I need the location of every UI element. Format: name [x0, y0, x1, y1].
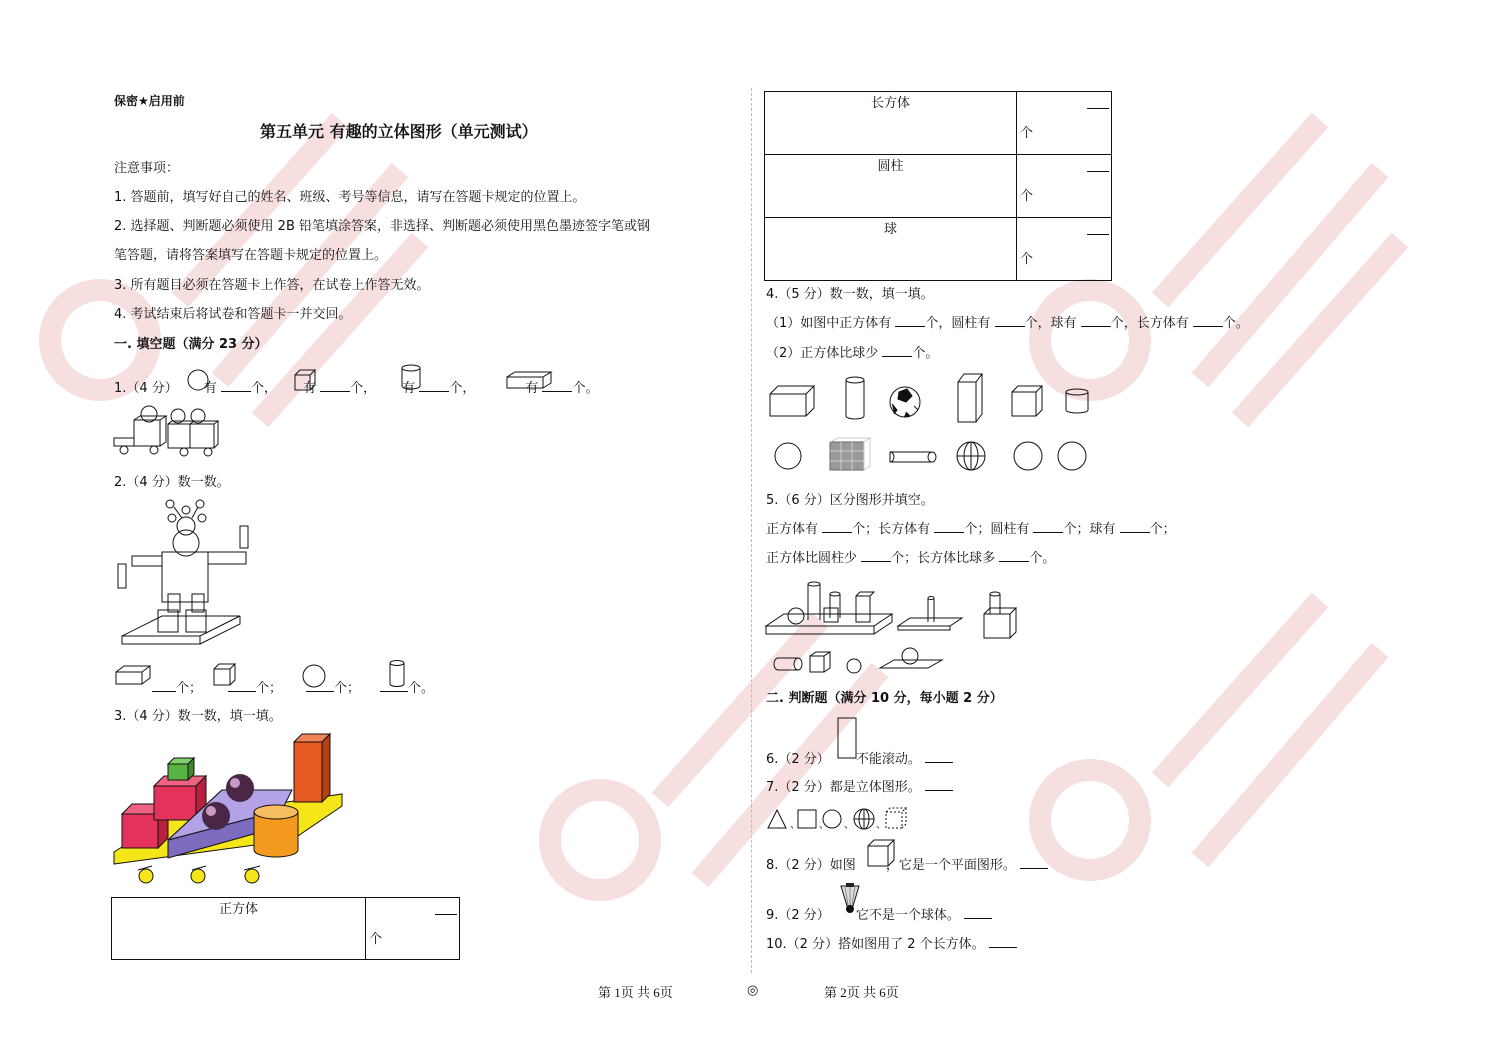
q5-line2: 正方体比圆柱少 个；长方体比球多 个。	[766, 551, 1056, 566]
answer-blank[interactable]	[822, 520, 852, 533]
secret-mark: 保密★启用前	[114, 94, 185, 108]
answer-blank[interactable]	[934, 520, 964, 533]
answer-blank[interactable]	[861, 549, 891, 562]
q5-prefix: 5.（6 分）区分图形并填空。	[766, 493, 934, 508]
answer-blank[interactable]	[320, 379, 350, 392]
svg-text:、: 、	[790, 820, 800, 831]
footer-mark: ◎	[747, 982, 759, 997]
answer-blank[interactable]	[1120, 520, 1150, 533]
answer-blank[interactable]	[925, 778, 953, 791]
answer-blank[interactable]	[228, 679, 256, 692]
section1-heading: 一. 填空题（满分 23 分）	[114, 337, 268, 352]
page-title: 第五单元 有趣的立体图形（单元测试）	[260, 122, 538, 141]
answer-blank[interactable]	[221, 379, 251, 392]
q1-prefix: 1.（4 分）	[114, 381, 178, 396]
table-row-label: 圆柱	[765, 155, 1017, 218]
answer-blank[interactable]	[895, 314, 925, 327]
table-row-label: 长方体	[765, 92, 1017, 155]
answer-blank[interactable]	[1193, 314, 1223, 327]
table-row-label: 球	[765, 218, 1017, 281]
colored-blocks-figure	[112, 730, 348, 888]
answer-blank[interactable]	[925, 750, 953, 763]
page-number-left: 第 1页 共 6页	[598, 985, 673, 1000]
answer-blank[interactable]	[1033, 520, 1063, 533]
q2-prefix: 2.（4 分）数一数。	[114, 475, 230, 490]
answer-blank[interactable]	[989, 935, 1017, 948]
q3-count-table-continued	[764, 91, 1112, 281]
cuboid-icon	[505, 370, 553, 390]
cylinder-icon	[400, 364, 424, 392]
page-number-right: 第 2页 共 6页	[824, 985, 899, 1000]
column-divider	[751, 88, 752, 973]
q4-prefix: 4.（5 分）数一数，填一填。	[766, 287, 934, 302]
svg-text:、: 、	[876, 820, 886, 831]
q10-line: 10.（2 分）搭如图用了 2 个长方体。	[766, 933, 1017, 952]
answer-blank[interactable]	[964, 906, 992, 919]
q3-prefix: 3.（4 分）数一数，填一填。	[114, 709, 282, 724]
q4-line2: （2）正方体比球少 个。	[766, 346, 939, 361]
svg-text:、: 、	[819, 820, 829, 831]
q4-shapes-row2	[766, 436, 1096, 476]
answer-blank[interactable]	[1020, 856, 1048, 869]
q3-count-table	[111, 897, 460, 960]
answer-blank[interactable]	[380, 679, 408, 692]
robot-figure	[112, 498, 244, 654]
q4-line1: （1）如图中正方体有 个，圆柱有 个，球有 个，长方体有 个。	[766, 316, 1249, 331]
table-answer-cell[interactable]: 个	[366, 898, 460, 960]
cuboid-icon	[114, 664, 152, 686]
q9-line: 9.（2 分） 它不是一个球体。	[766, 904, 992, 923]
svg-text:、: 、	[844, 820, 854, 831]
q5-line1: 正方体有 个；长方体有 个；圆柱有 个；球有 个；	[766, 522, 1176, 537]
q6-line: 6.（2 分） 不能滚动。	[766, 748, 953, 767]
answer-blank[interactable]	[1081, 314, 1111, 327]
q4-shapes-row1	[766, 372, 1096, 426]
note-item: 笔答题，请将答案填写在答题卡规定的位置上。	[114, 248, 388, 263]
table-answer-cell[interactable]: 个	[1017, 155, 1112, 218]
q7-shapes	[766, 804, 910, 832]
answer-blank[interactable]	[995, 314, 1025, 327]
answer-blank[interactable]	[306, 679, 334, 692]
note-item: 4. 考试结束后将试卷和答题卡一并交回。	[114, 307, 352, 322]
notes-heading: 注意事项：	[114, 161, 180, 176]
note-item: 1. 答题前，填写好自己的姓名、班级、考号等信息，请写在答题卡规定的位置上。	[114, 190, 586, 205]
q7-line: 7.（2 分）都是立体图形。	[766, 776, 953, 795]
answer-blank[interactable]	[999, 549, 1029, 562]
sphere-icon	[186, 368, 212, 392]
note-item: 3. 所有题目必须在答题卡上作答，在试卷上作答无效。	[114, 278, 430, 293]
table-row-label: 正方体	[112, 898, 366, 960]
table-answer-cell[interactable]: 个	[1017, 92, 1112, 155]
q5-shapes-figure	[764, 574, 1034, 678]
q2-answer-line: 个； 个； 个； 个。	[152, 677, 434, 696]
shape-train-figure	[112, 404, 224, 456]
q1-line: 1.（4 分） 有 个， 有 个， 有 个， 有 个。	[114, 381, 599, 396]
table-answer-cell[interactable]: 个	[1017, 218, 1112, 281]
note-item: 2. 选择题、判断题必须使用 2B 铅笔填涂答案，非选择、判断题必须使用黑色墨迹签字笔或钢	[114, 219, 650, 234]
answer-blank[interactable]	[152, 679, 176, 692]
q8-line: 8.（2 分）如图 ，它是一个平面图形。	[766, 854, 1048, 873]
section2-heading: 二. 判断题（满分 10 分，每小题 2 分）	[766, 691, 1003, 706]
answer-blank[interactable]	[882, 344, 912, 357]
cube-icon	[293, 368, 319, 392]
